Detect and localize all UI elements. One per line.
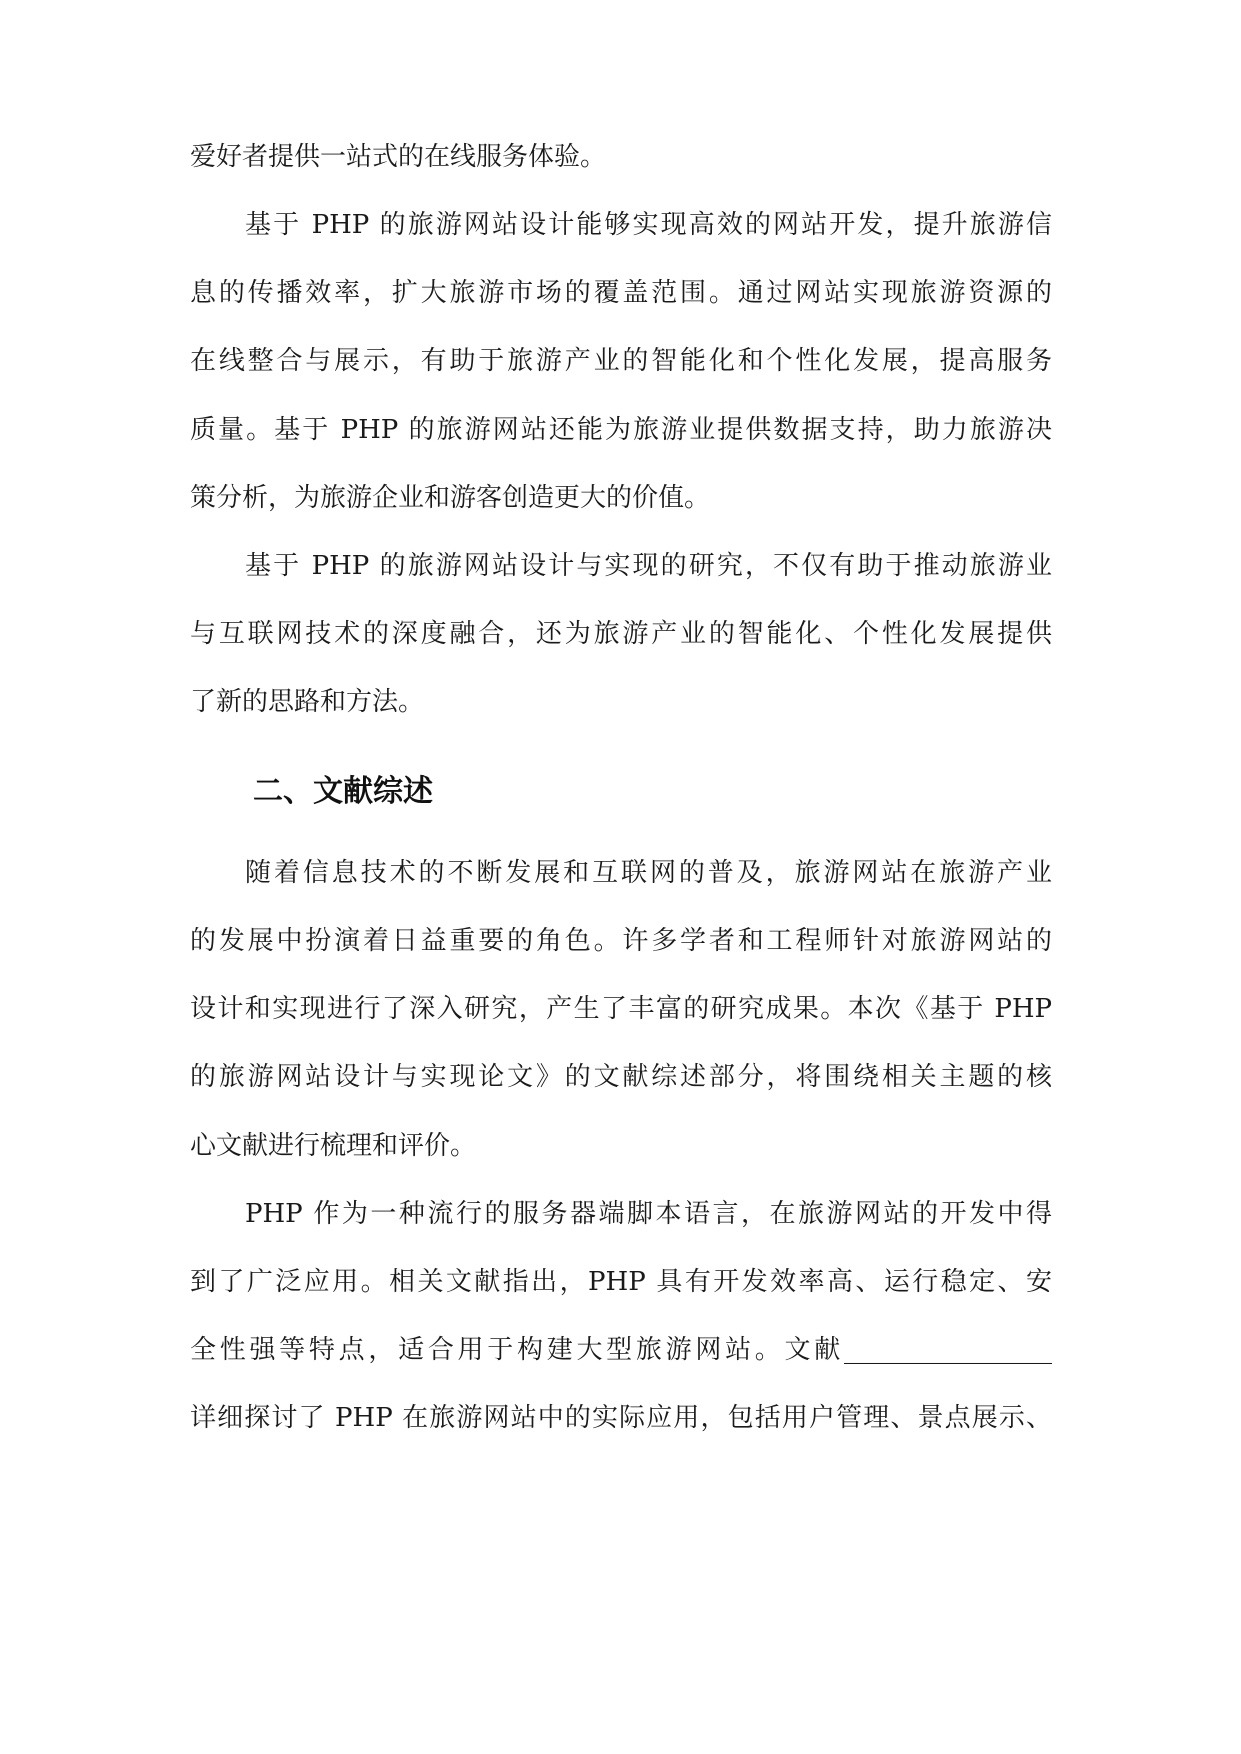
body-text-line: 在线整合与展示，有助于旅游产业的智能化和个性化发展，提高服务 bbox=[190, 346, 1052, 376]
body-text-line: 策分析，为旅游企业和游客创造更大的价值。 bbox=[190, 483, 711, 513]
body-text-line: 心文献进行梳理和评价。 bbox=[190, 1131, 477, 1161]
section-heading: 二、文献综述 bbox=[253, 774, 433, 809]
body-text-line: 基于 PHP 的旅游网站设计与实现的研究，不仅有助于推动旅游业 bbox=[245, 551, 1052, 581]
body-text-line: 爱好者提供一站式的在线服务体验。 bbox=[190, 142, 607, 172]
body-text-line: 了新的思路和方法。 bbox=[190, 687, 425, 717]
body-text-line: 的发展中扮演着日益重要的角色。许多学者和工程师针对旅游网站的 bbox=[190, 926, 1052, 956]
body-text-line: 质量。基于 PHP 的旅游网站还能为旅游业提供数据支持，助力旅游决 bbox=[190, 415, 1052, 445]
body-text-line: 详细探讨了 PHP 在旅游网站中的实际应用，包括用户管理、景点展示、 bbox=[190, 1403, 1052, 1433]
body-text-line: 息的传播效率，扩大旅游市场的覆盖范围。通过网站实现旅游资源的 bbox=[190, 278, 1052, 308]
body-text-line: PHP 作为一种流行的服务器端脚本语言，在旅游网站的开发中得 bbox=[245, 1199, 1052, 1229]
body-text-line: 基于 PHP 的旅游网站设计能够实现高效的网站开发，提升旅游信 bbox=[245, 210, 1052, 240]
body-text-line: 随着信息技术的不断发展和互联网的普及，旅游网站在旅游产业 bbox=[245, 858, 1052, 888]
body-text-line: 到了广泛应用。相关文献指出，PHP 具有开发效率高、运行稳定、安 bbox=[190, 1267, 1052, 1297]
body-text-line: 设计和实现进行了深入研究，产生了丰富的研究成果。本次《基于 PHP bbox=[190, 994, 1052, 1024]
body-text-line: 全性强等特点，适合用于构建大型旅游网站。文献________________ bbox=[190, 1335, 1052, 1365]
body-text-line: 与互联网技术的深度融合，还为旅游产业的智能化、个性化发展提供 bbox=[190, 619, 1052, 649]
body-text-line: 的旅游网站设计与实现论文》的文献综述部分，将围绕相关主题的核 bbox=[190, 1062, 1052, 1092]
